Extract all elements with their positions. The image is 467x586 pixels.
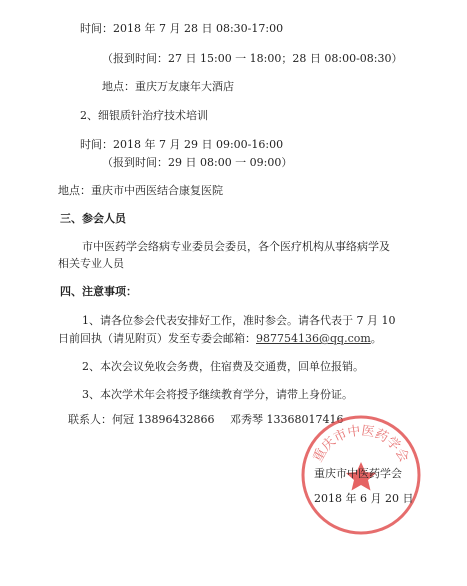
meeting1-registration-time: （报到时间：27 日 15:00 一 18:00；28 日 08:00-08:30） [102, 52, 403, 65]
section-participants-heading: 三、参会人员 [60, 212, 126, 225]
contact-person-2: 邓秀琴 13368017416 [230, 413, 344, 426]
meeting1-location: 地点：重庆万友康年大酒店 [102, 80, 234, 93]
section-notes-heading: 四、注意事项： [60, 285, 137, 298]
contact-label: 联系人： [68, 413, 112, 426]
committee-email-link[interactable]: 987754136@qq.com [256, 332, 371, 345]
contact-line [68, 413, 214, 427]
contact-person-1: 何冠 13896432866 [112, 413, 215, 426]
note-3: 3、本次学术年会将授予继续教育学分，请带上身份证。 [82, 388, 353, 401]
signature-date: 2018 年 6 月 20 日 [314, 492, 414, 505]
participants-text-2: 相关专业人员 [58, 257, 124, 270]
meeting2-time: 时间：2018 年 7 月 29 日 09:00-16:00 [80, 138, 284, 151]
note-1-prefix: 日前回执（请见附页）发至专委会邮箱： [58, 332, 256, 345]
signature-organization: 重庆市中医药学会 [314, 467, 402, 480]
meeting2-location: 地点：重庆市中西医结合康复医院 [58, 184, 223, 197]
note-1-suffix: 。 [370, 332, 382, 345]
note-2: 2、本次会议免收会务费，住宿费及交通费，回单位报销。 [82, 360, 364, 373]
participants-text-1: 市中医药学会络病专业委员会委员，各个医疗机构从事络病学及 [82, 240, 390, 253]
item2-title: 2、细银质针治疗技术培训 [80, 109, 208, 122]
meeting2-registration-time: （报到时间：29 日 08:00 一 09:00） [102, 156, 293, 169]
meeting1-time: 时间：2018 年 7 月 28 日 08:30-17:00 [80, 22, 284, 35]
note-1-line-1: 1、请各位参会代表安排好工作，准时参会。请各代表于 7 月 10 [82, 314, 396, 327]
seal-text: 重庆市中医药学会 [310, 423, 412, 465]
note-1-line-2 [58, 332, 382, 346]
